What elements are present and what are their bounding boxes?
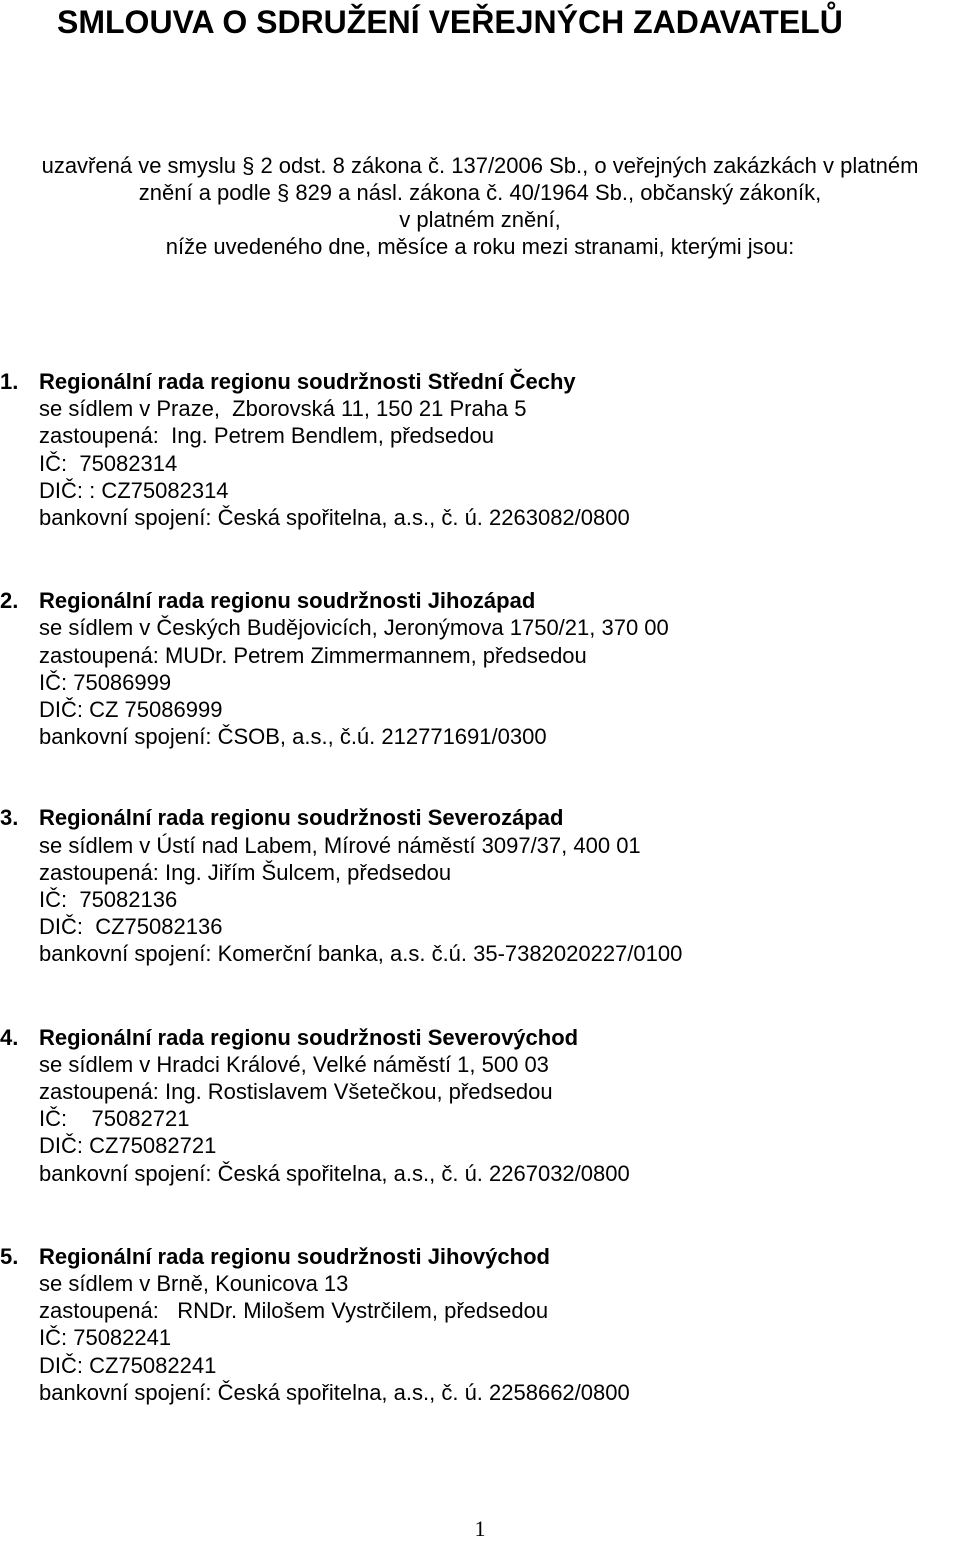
party-name: Regionální rada regionu soudržnosti Střední Čechy (39, 369, 576, 394)
party-bank: bankovní spojení: Česká spořitelna, a.s., č. ú. 2258662/0800 (39, 1379, 630, 1405)
party-3 (0, 804, 960, 967)
party-seat: se sídlem v Hradci Králové, Velké náměstí 1, 500 03 (39, 1051, 549, 1077)
party-bank: bankovní spojení: ČSOB, a.s., č.ú. 212771691/0300 (39, 724, 547, 750)
parties-list (0, 368, 960, 1462)
party-number: 3. (0, 805, 19, 831)
party-dic: DIČ: CZ75082136 (39, 914, 223, 940)
party-4 (0, 1024, 960, 1187)
page-title: SMLOUVA O SDRUŽENÍ VEŘEJNÝCH ZADAVATELŮ (57, 4, 843, 40)
party-number: 2. (0, 588, 19, 614)
intro-line: znění a podle § 829 a násl. zákona č. 40/1964 Sb., občanský zákoník, (138, 180, 822, 205)
party-name: Regionální rada regionu soudržnosti Severovýchod (39, 1024, 579, 1050)
party-seat: se sídlem v Brně, Kounicova 13 (39, 1271, 349, 1297)
party-name: Regionální rada regionu soudržnosti Jihovýchod (39, 1243, 550, 1269)
party-name: Regionální rada regionu soudržnosti Jihozápad (39, 588, 536, 614)
party-seat: se sídlem v Praze, Zborovská 11, 150 21 Praha 5 (39, 396, 527, 422)
party-bank: bankovní spojení: Česká spořitelna, a.s., č. ú. 2267032/0800 (39, 1160, 630, 1186)
party-dic: DIČ: CZ75082721 (39, 1133, 217, 1159)
party-bank: bankovní spojení: Komerční banka, a.s. č.ú. 35-7382020227/0100 (39, 941, 683, 967)
party-2 (0, 587, 960, 750)
party-seat: se sídlem v Ústí nad Labem, Mírové náměstí 3097/37, 400 01 (39, 832, 641, 858)
intro-line: uzavřená ve smyslu § 2 odst. 8 zákona č. 137/2006 Sb., o veřejných zakázkách v platném (41, 153, 919, 178)
party-ic: IČ: 75086999 (39, 669, 172, 695)
party-seat: se sídlem v Českých Budějovicích, Jeronýmova 1750/21, 370 00 (39, 615, 669, 641)
party-ic: IČ: 75082136 (39, 887, 178, 913)
party-dic: DIČ: : CZ75082314 (39, 477, 229, 503)
party-name: Regionální rada regionu soudržnosti Severozápad (39, 805, 564, 831)
party-5 (0, 1243, 960, 1406)
party-represented: zastoupená: MUDr. Petrem Zimmermannem, předsedou (39, 642, 587, 668)
party-ic: IČ: 75082721 (39, 1106, 190, 1132)
party-dic: DIČ: CZ75082241 (39, 1352, 217, 1378)
party-ic: IČ: 75082314 (39, 450, 178, 476)
party-number: 4. (0, 1024, 19, 1050)
party-number: 1. (0, 369, 19, 394)
party-dic: DIČ: CZ 75086999 (39, 697, 223, 723)
party-represented: zastoupená: Ing. Jiřím Šulcem, předsedou (39, 859, 452, 885)
page-number: 1 (474, 1516, 486, 1541)
party-number: 5. (0, 1243, 19, 1269)
party-represented: zastoupená: Ing. Rostislavem Všetečkou, předsedou (39, 1079, 553, 1105)
party-ic: IČ: 75082241 (39, 1325, 172, 1351)
party-represented: zastoupená: Ing. Petrem Bendlem, předsedou (39, 423, 494, 449)
party-represented: zastoupená: RNDr. Milošem Vystrčilem, předsedou (39, 1298, 549, 1324)
intro-line: v platném znění, (399, 207, 561, 232)
party-1 (0, 368, 960, 531)
party-bank: bankovní spojení: Česká spořitelna, a.s., č. ú. 2263082/0800 (39, 505, 630, 531)
intro-line: níže uvedeného dne, měsíce a roku mezi stranami, kterými jsou: (165, 234, 795, 259)
intro-paragraph (0, 152, 960, 260)
